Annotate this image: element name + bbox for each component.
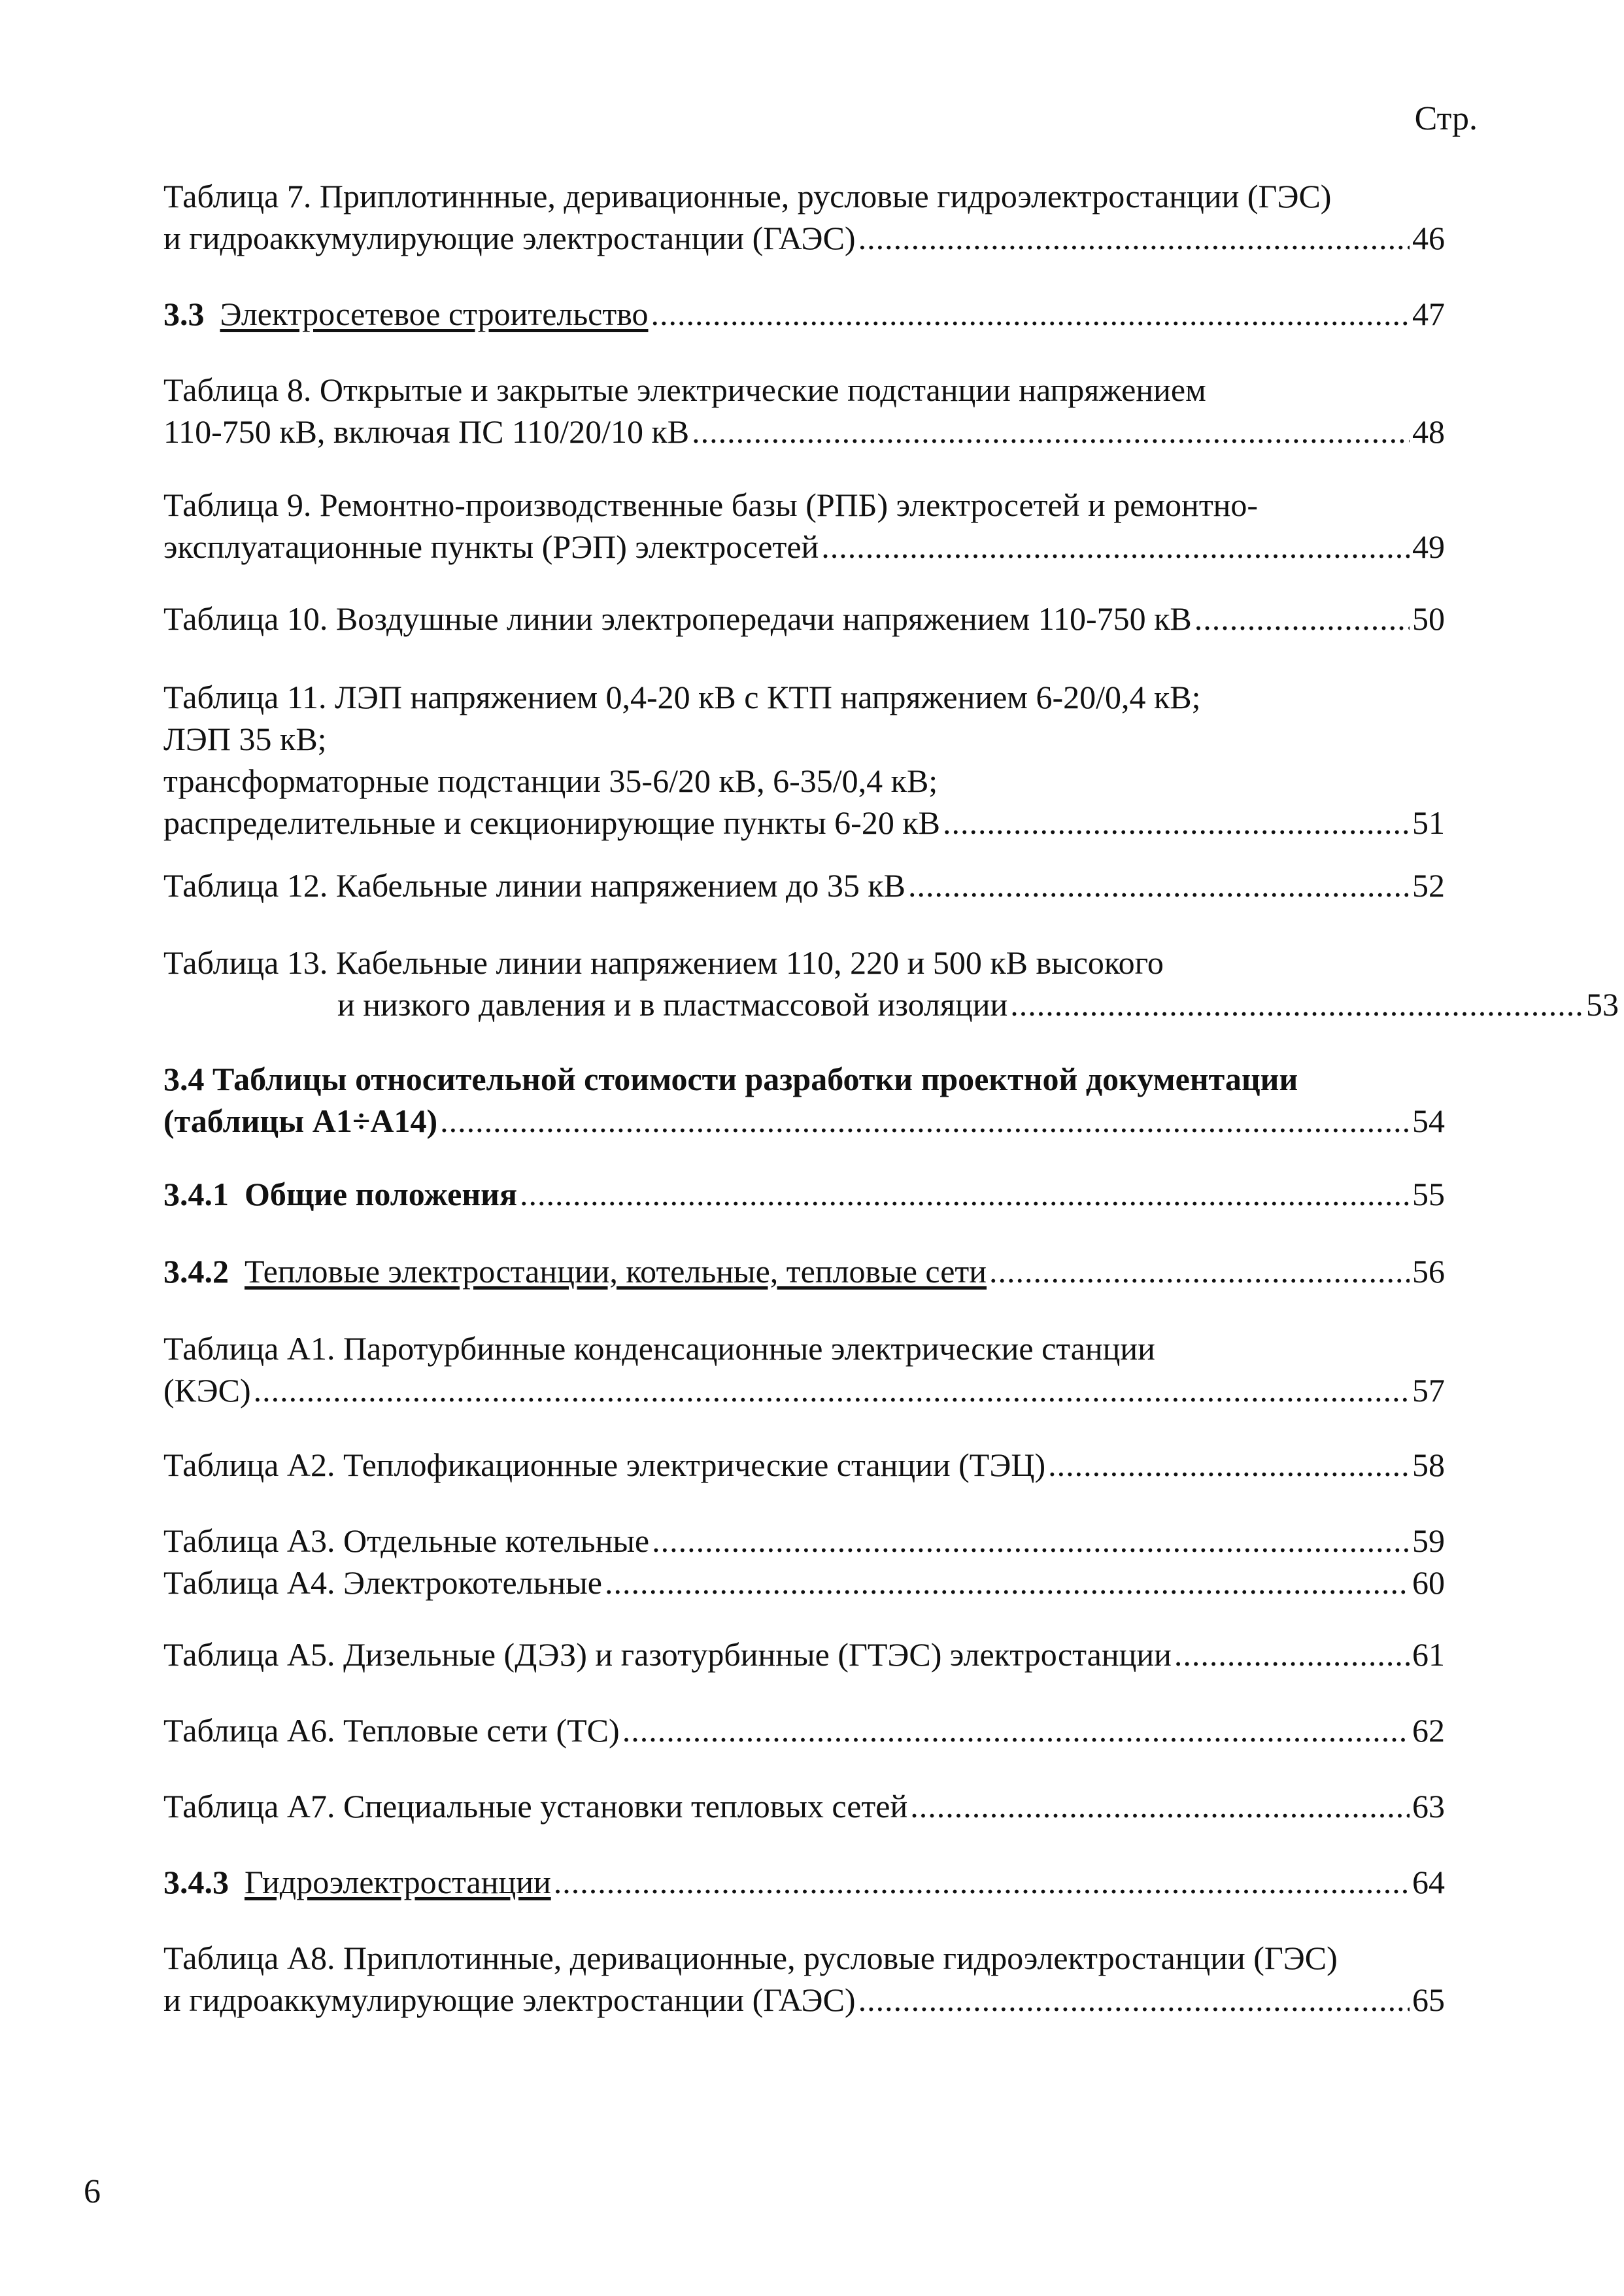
section-title: Общие положения [245, 1176, 518, 1212]
dot-leader [651, 293, 1410, 335]
page-number: 6 [84, 2173, 101, 2210]
section-title: Тепловые электростанции, котельные, тепловые сети [245, 1253, 987, 1290]
toc-entry-table-11[interactable] [163, 676, 1445, 844]
dot-leader [1010, 984, 1583, 1025]
toc-page-number: 50 [1412, 600, 1445, 637]
toc-entry-text: эксплуатационные пункты (РЭП) электросетей [163, 528, 819, 565]
toc-entry-table-a2[interactable] [163, 1444, 1445, 1486]
toc-entry-table-a5[interactable] [163, 1634, 1445, 1675]
toc-page-number: 57 [1412, 1372, 1445, 1409]
toc-section-3-3[interactable] [163, 293, 1445, 335]
toc-page-number: 49 [1412, 528, 1445, 565]
toc-page-number: 52 [1412, 867, 1445, 904]
toc-section-3-4-2[interactable] [163, 1250, 1445, 1292]
dot-leader [605, 1562, 1410, 1603]
toc-entry-table-a1[interactable] [163, 1328, 1445, 1411]
dot-leader [554, 1861, 1410, 1903]
dot-leader [1194, 598, 1410, 640]
dot-leader [821, 526, 1410, 568]
toc-entry-text: ЛЭП 35 кВ; [163, 721, 327, 757]
toc-entry-text: Таблица А6. Тепловые сети (ТС) [163, 1712, 620, 1749]
toc-entry-table-7[interactable] [163, 175, 1445, 259]
toc-page-number: 53 [1586, 986, 1619, 1023]
toc-entry-table-a3[interactable] [163, 1520, 1445, 1562]
toc-page-number: 61 [1412, 1636, 1445, 1673]
toc-entry-text: распределительные и секционирующие пункты 6-20 кВ [163, 804, 940, 841]
toc-entry-text: Таблица А5. Дизельные (ДЭЗ) и газотурбинные (ГТЭС) электростанции [163, 1636, 1172, 1673]
dot-leader [692, 411, 1410, 453]
toc-entry-table-a7[interactable] [163, 1785, 1445, 1827]
toc-entry-table-8[interactable] [163, 369, 1445, 453]
toc-page-number: 54 [1412, 1103, 1445, 1139]
toc-entry-text: и гидроаккумулирующие электростанции (ГАЭС) [163, 1981, 856, 2018]
dot-leader [910, 1785, 1410, 1827]
toc-page-number: 48 [1412, 413, 1445, 450]
dot-leader [440, 1100, 1410, 1142]
toc-page-number: 47 [1412, 296, 1445, 332]
dot-leader [908, 865, 1410, 906]
section-title: (таблицы А1÷А14) [163, 1103, 438, 1139]
toc-section-3-4[interactable] [163, 1058, 1445, 1142]
dot-leader [652, 1520, 1410, 1562]
toc-entry-text: и гидроаккумулирующие электростанции (ГАЭС) [163, 220, 856, 256]
toc-page-number: 65 [1412, 1981, 1445, 2018]
section-title: Электросетевое строительство [220, 296, 649, 332]
toc-page-number: 64 [1412, 1864, 1445, 1900]
toc-section-3-4-1[interactable] [163, 1173, 1445, 1215]
section-number: 3.4.3 [163, 1864, 229, 1900]
toc-entry-table-13[interactable] [163, 942, 1619, 1025]
toc-page-number: 51 [1412, 804, 1445, 841]
toc-entry-text: Таблица 12. Кабельные линии напряжением до 35 кВ [163, 867, 906, 904]
toc-entry-text: (КЭС) [163, 1372, 251, 1409]
dot-leader [1174, 1634, 1410, 1675]
toc-entry-text: Таблица 9. Ремонтно-производственные базы (РПБ) электросетей и ремонтно- [163, 487, 1259, 523]
toc-page-number: 46 [1412, 220, 1445, 256]
toc-entry-text: 110-750 кВ, включая ПС 110/20/10 кВ [163, 413, 690, 450]
dot-leader [622, 1709, 1410, 1751]
toc-entry-text: и низкого давления и в пластмассовой изоляции [337, 986, 1008, 1023]
toc-page-number: 58 [1412, 1447, 1445, 1483]
toc-section-3-4-3[interactable] [163, 1861, 1445, 1903]
toc-entry-table-9[interactable] [163, 484, 1445, 568]
toc-entry-text: Таблица 13. Кабельные линии напряжением 110, 220 и 500 кВ высокого [163, 944, 1164, 981]
toc-entry-text: Таблица А4. Электрокотельные [163, 1564, 602, 1601]
dot-leader [1048, 1444, 1410, 1486]
toc-entry-text: Таблица 7. Приплотиннные, деривационные, русловые гидроэлектростанции (ГЭС) [163, 178, 1332, 214]
dot-leader [943, 802, 1410, 844]
toc-entry-table-a8[interactable] [163, 1937, 1445, 2021]
dot-leader [858, 1979, 1410, 2021]
toc-page-number: 60 [1412, 1564, 1445, 1601]
toc-page-number: 59 [1412, 1522, 1445, 1559]
toc-entry-text: Таблица 8. Открытые и закрытые электрические подстанции напряжением [163, 371, 1206, 408]
section-number: 3.4.1 [163, 1176, 229, 1212]
section-title: 3.4 Таблицы относительной стоимости разработки проектной документации [163, 1061, 1298, 1097]
toc-page-number: 56 [1412, 1253, 1445, 1290]
toc-entry-text: трансформаторные подстанции 35-6/20 кВ, 6-35/0,4 кВ; [163, 762, 938, 799]
toc-entry-table-10[interactable] [163, 598, 1445, 640]
toc-page-number: 55 [1412, 1176, 1445, 1212]
toc-entry-table-12[interactable] [163, 865, 1445, 906]
toc-entry-text: Таблица А8. Приплотинные, деривационные, русловые гидроэлектростанции (ГЭС) [163, 1940, 1338, 1976]
toc-entry-table-a6[interactable] [163, 1709, 1445, 1751]
toc-entry-text: Таблица 10. Воздушные линии электропередачи напряжением 110-750 кВ [163, 600, 1192, 637]
toc-entry-text: Таблица А7. Специальные установки тепловых сетей [163, 1788, 908, 1825]
dot-leader [520, 1173, 1410, 1215]
toc-entry-text: Таблица 11. ЛЭП напряжением 0,4-20 кВ с КТП напряжением 6-20/0,4 кВ; [163, 679, 1201, 715]
section-number: 3.3 [163, 296, 205, 332]
toc-entry-text: Таблица А3. Отдельные котельные [163, 1522, 650, 1559]
dot-leader [858, 217, 1410, 259]
toc-entry-text: Таблица А1. Паротурбинные конденсационные электрические станции [163, 1330, 1155, 1367]
page-column-label: Стр. [1414, 100, 1478, 137]
toc-page-number: 63 [1412, 1788, 1445, 1825]
section-number: 3.4.2 [163, 1253, 229, 1290]
toc-page-number: 62 [1412, 1712, 1445, 1749]
section-title: Гидроэлектростанции [245, 1864, 551, 1900]
dot-leader [989, 1250, 1410, 1292]
dot-leader [254, 1369, 1410, 1411]
toc-entry-text: Таблица А2. Теплофикационные электрические станции (ТЭЦ) [163, 1447, 1046, 1483]
toc-entry-table-a4[interactable] [163, 1562, 1445, 1603]
